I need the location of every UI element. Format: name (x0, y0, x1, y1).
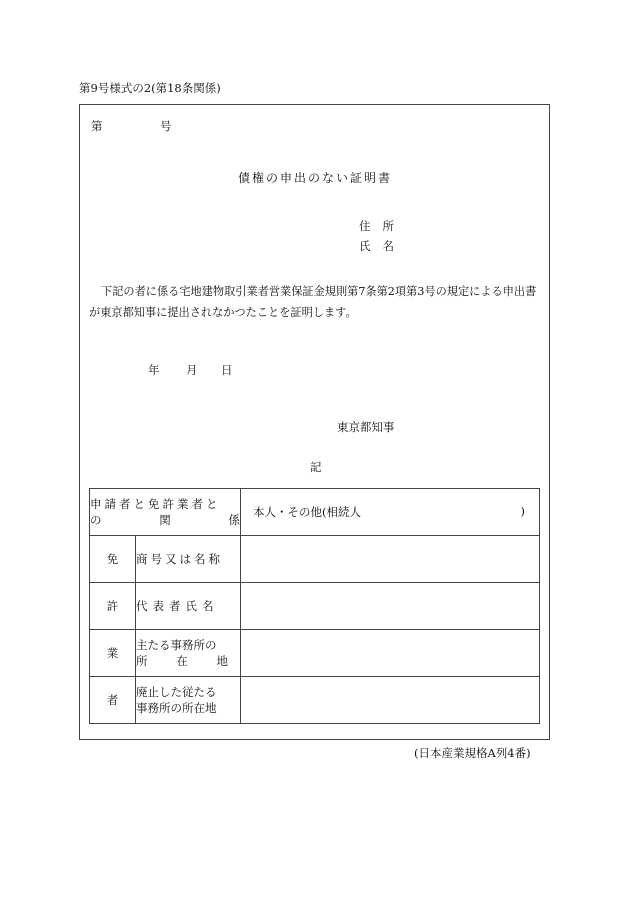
trade-name-value-cell[interactable] (241, 536, 540, 583)
trade-name-label-text: 商号又は名称 (136, 552, 223, 566)
vertical-label-sha: 者 (90, 677, 136, 724)
document-number-suffix: 号 (160, 119, 172, 133)
main-office-label (136, 630, 241, 677)
table-row (90, 630, 540, 677)
relation-value: 本人・その他(相続人 (253, 505, 361, 519)
details-table (89, 488, 540, 724)
relation-label-no: の (90, 513, 102, 527)
vertical-label-men: 免 (90, 536, 136, 583)
address-label: 住所 (359, 219, 406, 233)
closed-office-label (136, 677, 241, 724)
main-office-label-zai: 在 (176, 654, 188, 668)
table-row (90, 536, 540, 583)
main-office-label-line1: 主たる事務所の (136, 638, 217, 652)
form-number-label: 第9号様式の2(第18条関係) (79, 81, 221, 95)
document-number-label: 第 (91, 119, 103, 133)
certificate-title: 債権の申出のない証明書 (237, 171, 392, 185)
main-office-label-sho: 所 (136, 654, 148, 668)
vertical-label-kyo: 許 (90, 583, 136, 630)
relation-label-line1-text: 申請者と免許業者と (90, 497, 221, 511)
representative-label (136, 583, 241, 630)
relation-label-line1 (90, 496, 240, 512)
date-day-label: 日 (221, 363, 233, 377)
table-row (90, 677, 540, 724)
main-office-label-line2 (136, 653, 240, 669)
trade-name-label (136, 536, 241, 583)
ki-heading: 記 (310, 460, 322, 474)
date-month-label: 月 (186, 363, 198, 377)
relation-label-kan: 関 (159, 513, 171, 527)
representative-label-text: 代表者氏名 (136, 599, 219, 613)
relation-label-kei: 係 (228, 513, 240, 527)
closed-office-label-line2: 事務所の所在地 (136, 701, 217, 715)
certificate-body-text: 下記の者に係る宅地建物取引業者営業保証金規則第7条第2項第3号の規定による申出書が東京都知事に提出されなかつたことを証明します。 (89, 285, 537, 319)
relation-value-cell[interactable] (241, 489, 540, 536)
relation-value-close: ) (520, 504, 525, 518)
relation-label-line2 (90, 512, 240, 528)
paper-size-note: (日本産業規格A列4番) (414, 746, 531, 760)
name-label: 氏名 (359, 239, 406, 253)
vertical-label-gyo: 業 (90, 630, 136, 677)
main-office-label-chi: 地 (216, 654, 228, 668)
issuer-name: 東京都知事 (337, 420, 395, 434)
table-row (90, 583, 540, 630)
date-year-label: 年 (148, 363, 160, 377)
relation-label-cell (90, 489, 241, 536)
closed-office-label-line1: 廃止した従たる (136, 685, 217, 699)
relation-row (90, 489, 540, 536)
main-office-value-cell[interactable] (241, 630, 540, 677)
closed-office-value-cell[interactable] (241, 677, 540, 724)
representative-value-cell[interactable] (241, 583, 540, 630)
